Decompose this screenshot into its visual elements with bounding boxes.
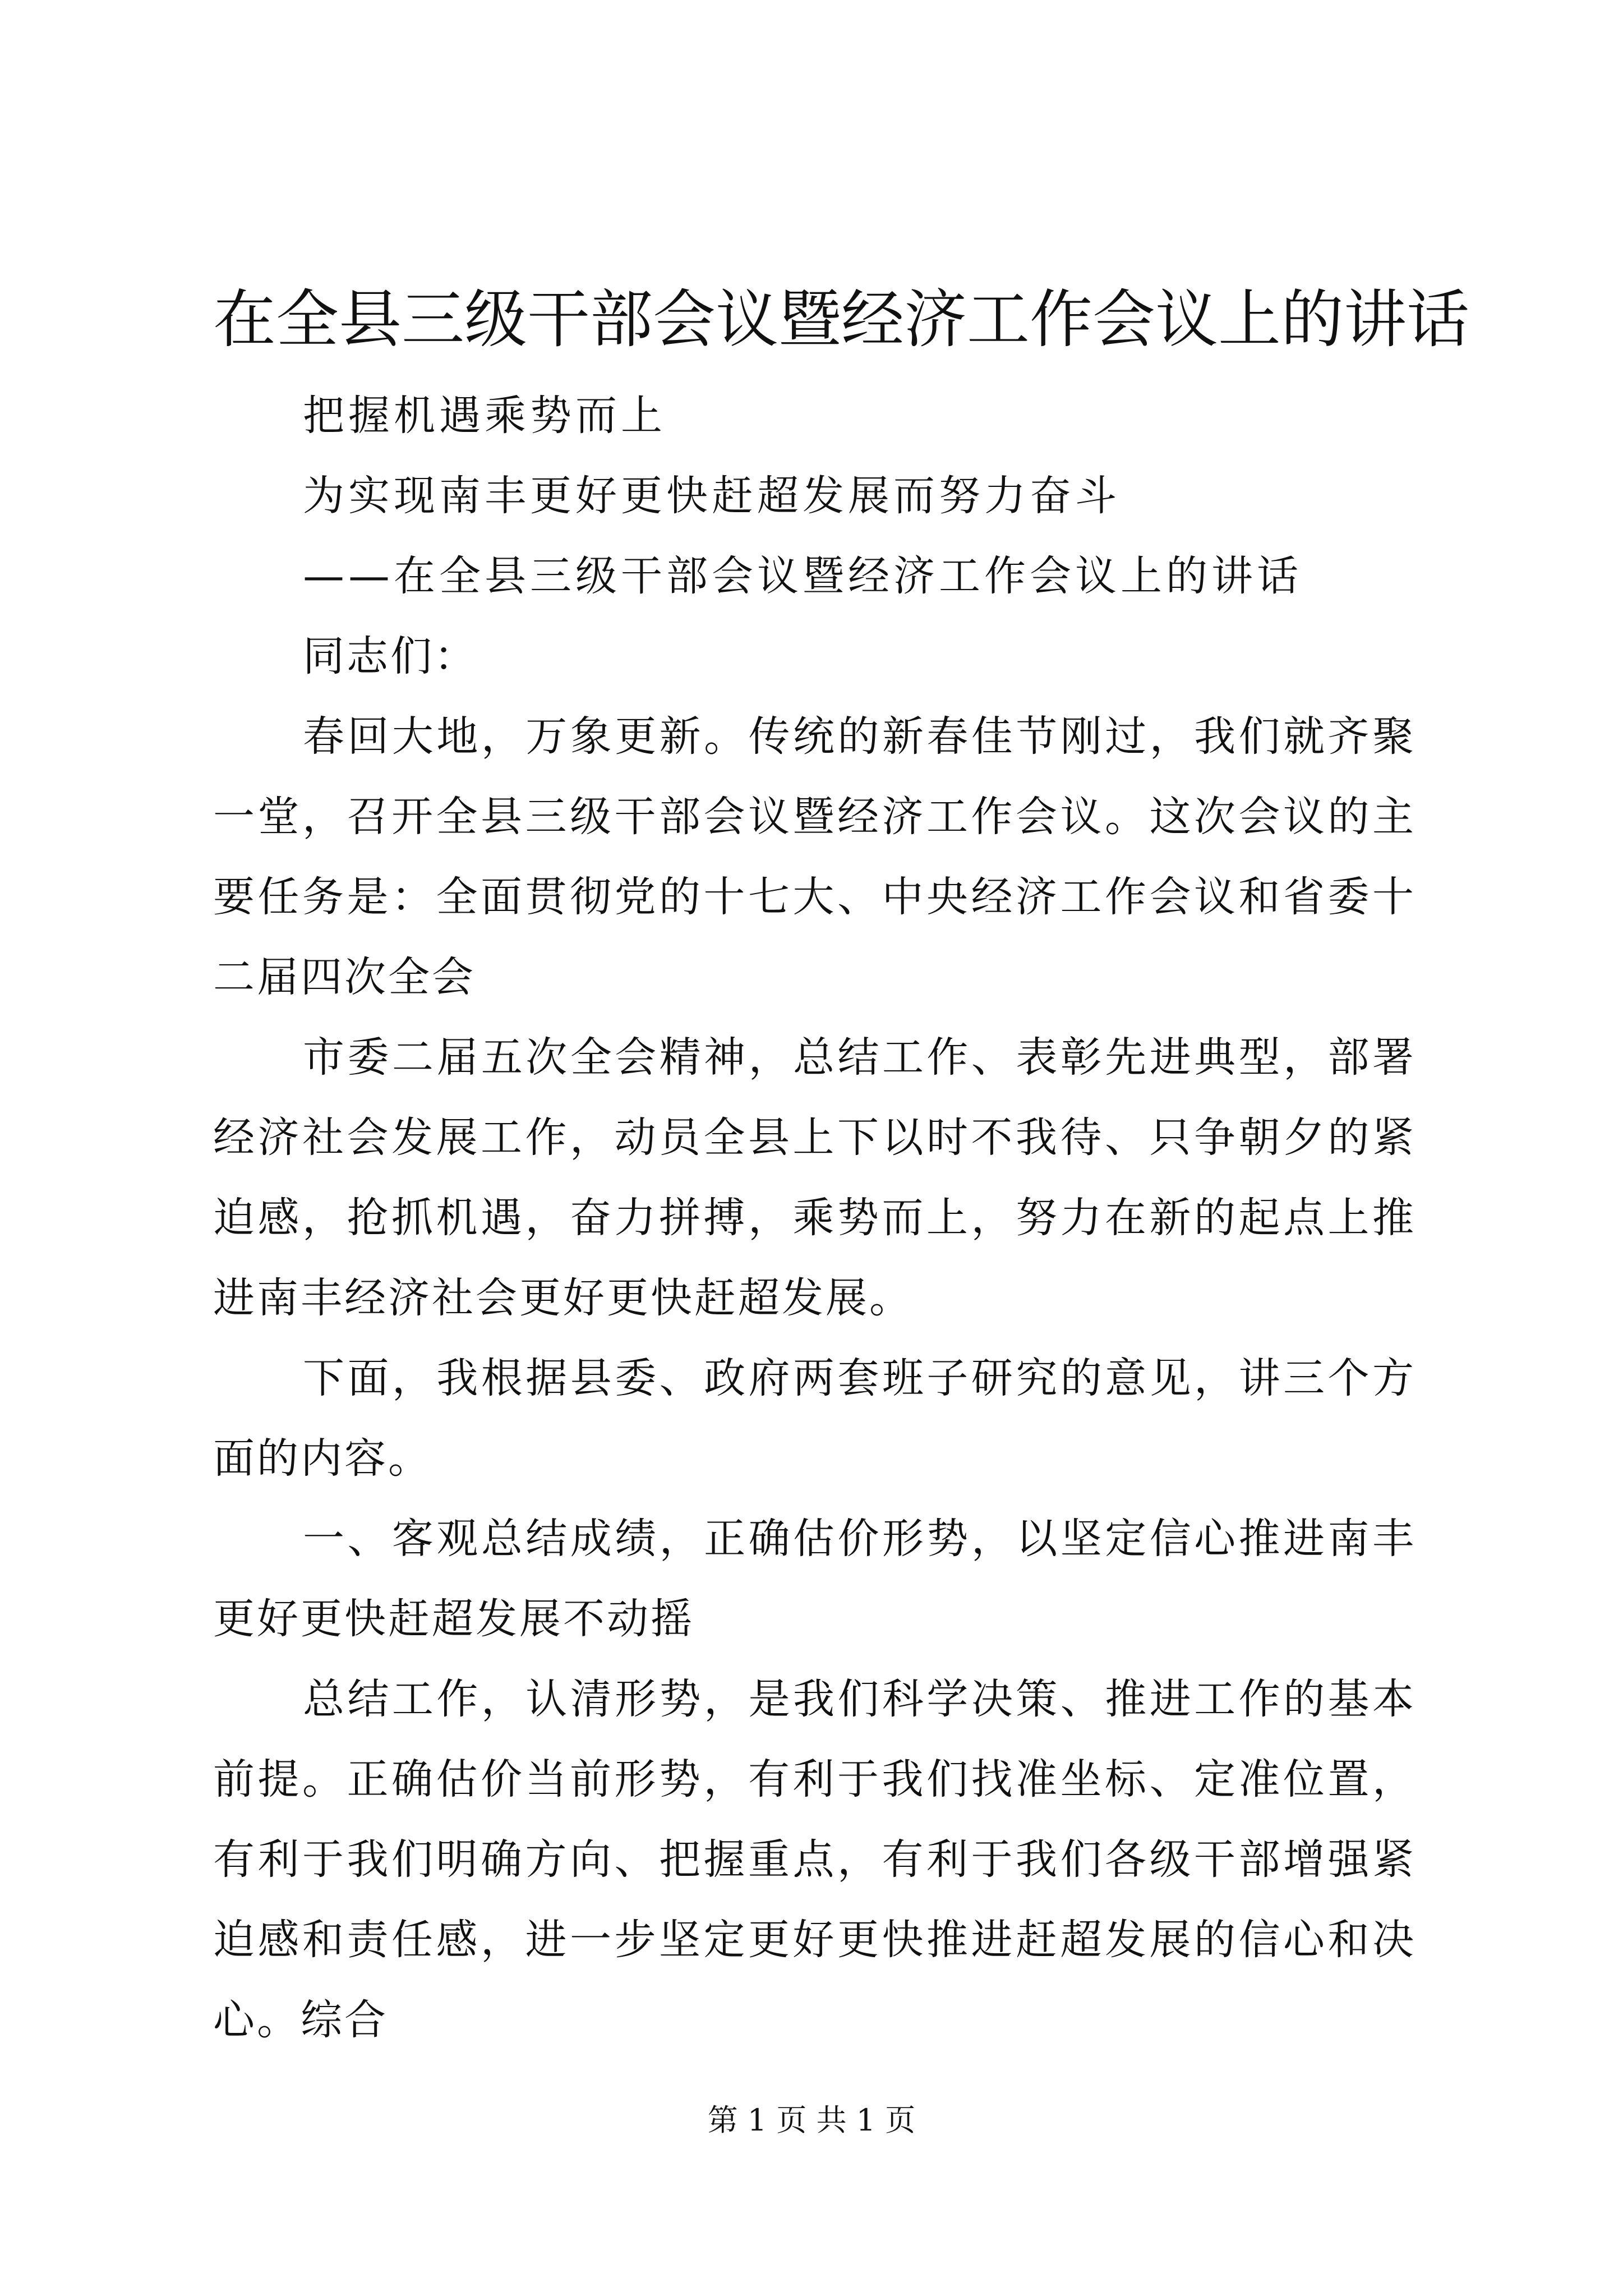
- paragraph-2: 市委二届五次全会精神，总结工作、表彰先进典型，部署经济社会发展工作，动员全县上下以时不我待、只争朝夕的紧迫感，抢抓机遇，奋力拼搏，乘势而上，努力在新的起点上推进南丰经济社会更好更快赶超发展。: [213, 1033, 1416, 1322]
- paragraph-1: 春回大地，万象更新。传统的新春佳节刚过，我们就齐聚一堂，召开全县三级干部会议暨经济工作会议。这次会议的主要任务是：全面贯彻党的十七大、中央经济工作会议和省委十二届四次全会: [213, 712, 1416, 1001]
- salutation: 同志们：: [303, 632, 478, 680]
- subtitle-line-2: 为实现南丰更好更快赶超发展而努力奋斗: [303, 472, 1121, 520]
- subtitle-line-3: ——在全县三级干部会议暨经济工作会议上的讲话: [303, 552, 1302, 600]
- section-heading-1: 一、客观总结成绩，正确估价形势，以坚定信心推进南丰更好更快赶超发展不动摇: [213, 1515, 1416, 1643]
- document-body: [213, 376, 1416, 2060]
- page-number-footer: 第 1 页 共 1 页: [707, 2102, 916, 2138]
- subtitle-line-1: 把握机遇乘势而上: [303, 392, 666, 440]
- paragraph-3: 下面，我根据县委、政府两套班子研究的意见，讲三个方面的内容。: [213, 1354, 1416, 1483]
- document-title: 在全县三级干部会议暨经济工作会议上的讲话: [213, 283, 1469, 356]
- paragraph-4: 总结工作，认清形势，是我们科学决策、推进工作的基本前提。正确估价当前形势，有利于我们找准坐标、定准位置，有利于我们明确方向、把握重点，有利于我们各级干部增强紧迫感和责任感，进一步坚定更好更快推进赶超发展的信心和决心。综合: [213, 1675, 1416, 2044]
